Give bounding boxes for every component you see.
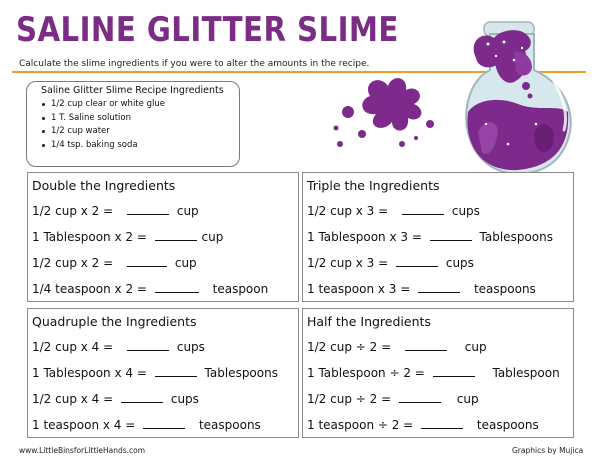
problem-unit: cup bbox=[456, 392, 479, 406]
problem-unit: teaspoons bbox=[473, 282, 536, 296]
answer-blank[interactable] bbox=[399, 392, 441, 403]
problem-prompt: 1/2 cup x 3 = bbox=[307, 256, 389, 270]
recipe-box bbox=[26, 81, 240, 167]
problem-unit: cup bbox=[176, 204, 199, 218]
panel-quadruple bbox=[27, 308, 299, 438]
problem-unit: cups bbox=[170, 392, 199, 406]
problem-prompt: 1/2 cup x 2 = bbox=[32, 256, 114, 270]
recipe-title: Saline Glitter Slime Recipe Ingredients bbox=[41, 85, 224, 96]
problem-line bbox=[307, 230, 553, 244]
problem-prompt: 1/2 cup x 3 = bbox=[307, 204, 389, 218]
recipe-ingredient: 1/2 cup clear or white glue bbox=[51, 98, 239, 112]
panel-double-title: Double the Ingredients bbox=[32, 178, 176, 193]
answer-blank[interactable] bbox=[430, 230, 472, 241]
answer-blank[interactable] bbox=[143, 418, 185, 429]
problem-prompt: 1/2 cup x 4 = bbox=[32, 340, 114, 354]
problem-line bbox=[32, 230, 223, 244]
problem-prompt: 1/2 cup x 4 = bbox=[32, 392, 114, 406]
footer-website: www.LittleBinsforLittleHands.com bbox=[19, 446, 146, 455]
answer-blank[interactable] bbox=[121, 392, 163, 403]
problem-prompt: 1/2 cup ÷ 2 = bbox=[307, 340, 392, 354]
answer-blank[interactable] bbox=[155, 282, 199, 293]
problem-prompt: 1/2 cup ÷ 2 = bbox=[307, 392, 392, 406]
problem-line bbox=[32, 392, 199, 406]
problem-prompt: 1/4 teaspoon x 2 = bbox=[32, 282, 147, 296]
problem-line bbox=[307, 392, 479, 406]
problem-prompt: 1 Tablespoon x 2 = bbox=[32, 230, 147, 244]
answer-blank[interactable] bbox=[433, 366, 475, 377]
answer-blank[interactable] bbox=[421, 418, 463, 429]
answer-blank[interactable] bbox=[127, 204, 169, 215]
problem-line bbox=[307, 204, 480, 218]
answer-blank[interactable] bbox=[405, 340, 447, 351]
problem-line bbox=[307, 418, 539, 432]
problem-line bbox=[32, 340, 205, 354]
panel-quadruple-title: Quadruple the Ingredients bbox=[32, 314, 197, 329]
worksheet-title: SALINE GLITTER SLIME bbox=[16, 10, 399, 50]
problem-line bbox=[307, 256, 474, 270]
answer-blank[interactable] bbox=[402, 204, 444, 215]
panel-double bbox=[27, 172, 299, 302]
panel-half bbox=[302, 308, 574, 438]
problem-unit: cups bbox=[176, 340, 205, 354]
problem-unit: cups bbox=[445, 256, 474, 270]
problem-prompt: 1 teaspoon x 4 = bbox=[32, 418, 136, 432]
recipe-ingredient: 1 T. Saline solution bbox=[51, 112, 239, 126]
problem-unit: Tablespoon bbox=[492, 366, 560, 380]
problem-line bbox=[32, 204, 199, 218]
problem-line bbox=[307, 282, 536, 296]
problem-unit: cups bbox=[451, 204, 480, 218]
panel-triple-title: Triple the Ingredients bbox=[307, 178, 440, 193]
problem-prompt: 1 Tablespoon ÷ 2 = bbox=[307, 366, 425, 380]
problem-prompt: 1 teaspoon ÷ 2 = bbox=[307, 418, 414, 432]
problem-unit: teaspoon bbox=[212, 282, 269, 296]
answer-blank[interactable] bbox=[127, 256, 167, 267]
problem-prompt: 1/2 cup x 2 = bbox=[32, 204, 114, 218]
answer-blank[interactable] bbox=[418, 282, 460, 293]
slime-beaker-illustration bbox=[318, 12, 576, 180]
footer-credit: Graphics by Mujica bbox=[512, 446, 584, 455]
problem-line bbox=[32, 418, 261, 432]
answer-blank[interactable] bbox=[155, 230, 197, 241]
recipe-ingredient: 1/2 cup water bbox=[51, 125, 239, 139]
problem-unit: teaspoons bbox=[476, 418, 539, 432]
worksheet-instructions: Calculate the slime ingredients if you were to alter the amounts in the recipe. bbox=[19, 59, 370, 69]
recipe-ingredient-list bbox=[41, 98, 239, 152]
problem-unit: cup bbox=[174, 256, 197, 270]
answer-blank[interactable] bbox=[396, 256, 438, 267]
problem-line bbox=[307, 366, 560, 380]
problem-unit: Tablespoons bbox=[479, 230, 553, 244]
panel-triple bbox=[302, 172, 574, 302]
panel-half-title: Half the Ingredients bbox=[307, 314, 431, 329]
answer-blank[interactable] bbox=[155, 366, 197, 377]
answer-blank[interactable] bbox=[127, 340, 169, 351]
problem-line bbox=[32, 256, 197, 270]
problem-prompt: 1 Tablespoon x 3 = bbox=[307, 230, 422, 244]
recipe-ingredient: 1/4 tsp. baking soda bbox=[51, 139, 239, 153]
problem-prompt: 1 Tablespoon x 4 = bbox=[32, 366, 147, 380]
beaker-icon bbox=[466, 22, 571, 174]
problem-unit: teaspoons bbox=[198, 418, 261, 432]
problem-unit: Tablespoons bbox=[204, 366, 278, 380]
problem-line bbox=[32, 282, 268, 296]
problem-prompt: 1 teaspoon x 3 = bbox=[307, 282, 411, 296]
problem-unit: cup bbox=[201, 230, 224, 244]
problem-line bbox=[307, 340, 487, 354]
problem-unit: cup bbox=[464, 340, 487, 354]
problem-line bbox=[32, 366, 278, 380]
slime-splat-icon bbox=[334, 78, 435, 147]
